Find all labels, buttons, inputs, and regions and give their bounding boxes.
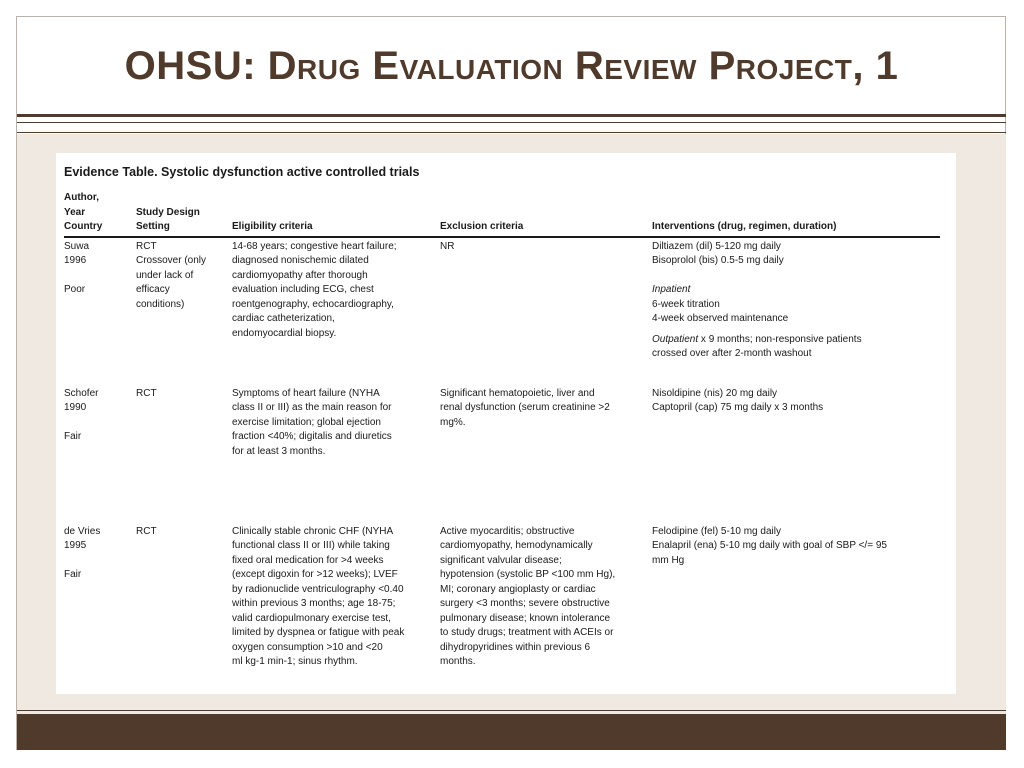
cell-interventions: Felodipine (fel) 5-10 mg daily Enalapril (ena) 5-10 mg daily with goal of SBP </= 95 mm Hg bbox=[652, 525, 887, 566]
cell-eligibility: Clinically stable chronic CHF (NYHA functional class II or III) while taking fixed oral medication for >4 weeks (except digoxin for >12 weeks); LVEF by radionuclide ventriculography <0.40 within previous 3 months; age 18-75; valid cardiopulmonary exercise test, limited by dyspnea or fatigue with peak oxygen consumption >10 and <20 ml kg-1 min-1; sinus rhythm. bbox=[232, 525, 405, 667]
cell-author: Schofer 1990 Fair bbox=[64, 387, 99, 442]
evidence-table-image bbox=[56, 153, 956, 694]
table-row bbox=[64, 237, 940, 385]
cell-exclusion: Active myocarditis; obstructive cardiomyopathy, hemodynamically significant valvular disease; hypotension (systolic BP <100 mm Hg), MI; coronary angioplasty or cardiac surgery <3 months; severe obstructive pulmonary disease; known intolerance to study drugs; treatment with ACEIs or dihydropyridines within previous 6 months. bbox=[440, 525, 616, 667]
cell-author: Suwa 1996 Poor bbox=[64, 240, 90, 295]
title-rule-thick bbox=[17, 114, 1006, 117]
cell-author: de Vries 1995 Fair bbox=[64, 525, 101, 580]
cell-design: RCT Crossover (only under lack of efficacy conditions) bbox=[136, 240, 207, 310]
cell-eligibility: Symptoms of heart failure (NYHA class II or III) as the main reason for exercise limitation; global ejection fraction <40%; digitalis and diuretics for at least 3 months. bbox=[232, 387, 392, 457]
title-rule-thin bbox=[17, 122, 1006, 123]
evidence-table bbox=[64, 191, 940, 670]
cell-interventions: Nisoldipine (nis) 20 mg daily Captopril (cap) 75 mg daily x 3 months bbox=[652, 387, 824, 413]
evidence-table-title: Evidence Table. Systolic dysfunction active controlled trials bbox=[64, 165, 420, 179]
table-header-row bbox=[64, 191, 940, 237]
cell-design: RCT bbox=[136, 387, 157, 399]
table-row bbox=[64, 385, 940, 523]
header-exclusion: Exclusion criteria bbox=[440, 191, 652, 237]
slide-title: OHSU: Drug Evaluation Review Project, 1 bbox=[124, 43, 899, 88]
header-interventions: Interventions (drug, regimen, duration) bbox=[652, 191, 940, 237]
title-rule-thin bbox=[17, 132, 1006, 133]
cell-design: RCT bbox=[136, 525, 157, 537]
cell-interventions: Diltiazem (dil) 5-120 mg daily Bisoprolol (bis) 0.5-5 mg daily Inpatient 6-week titration 4-week observed maintenance Outpatient x 9 months; non-responsive patients crossed over after 2-month washout bbox=[652, 240, 862, 359]
cell-exclusion: Significant hematopoietic, liver and renal dysfunction (serum creatinine >2 mg%. bbox=[440, 387, 610, 428]
cell-eligibility: 14-68 years; congestive heart failure; diagnosed nonischemic dilated cardiomyopathy after thorough evaluation including ECG, chest roentgenography, echocardiography, cardiac catheterization, endomyocardial biopsy. bbox=[232, 240, 397, 339]
header-author: Author, Year Country bbox=[64, 191, 136, 237]
header-design: Study Design Setting bbox=[136, 191, 232, 237]
footer-band bbox=[17, 714, 1006, 750]
title-area bbox=[18, 18, 1005, 114]
cell-exclusion: NR bbox=[440, 240, 455, 252]
table-row bbox=[64, 523, 940, 670]
footer-rule bbox=[17, 710, 1006, 711]
header-eligibility: Eligibility criteria bbox=[232, 191, 440, 237]
